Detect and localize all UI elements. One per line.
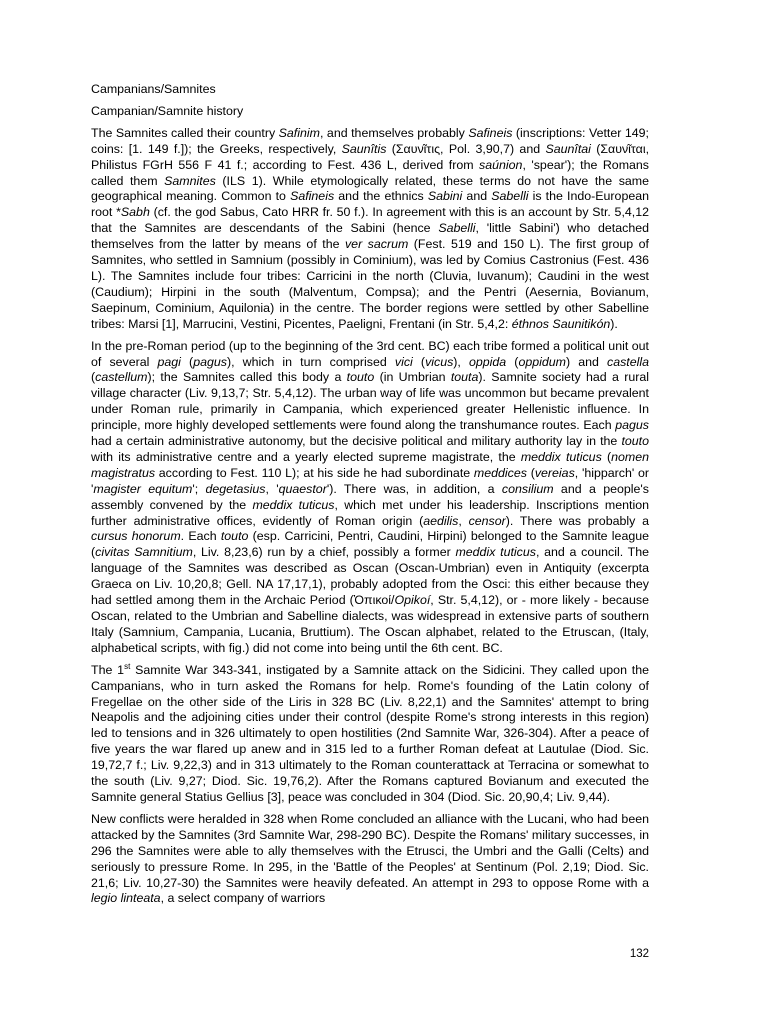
italic-term: touto	[621, 434, 649, 449]
section-heading: Campanian/Samnite history	[91, 103, 244, 118]
text-run: In the pre-Roman period (up to the beginning of the 3rd cent. BC) each tribe formed a political unit out of several	[91, 338, 649, 369]
italic-term: vicus	[425, 354, 454, 369]
italic-term: castella	[607, 354, 650, 369]
text-run: (esp. Carricini, Pentri, Caudini, Hirpini) belonged to the Samnite league (	[91, 529, 650, 560]
italic-term: magister equitum	[93, 481, 193, 496]
document-title: Campanians/Samnites	[91, 82, 216, 96]
italic-term: Opikoí	[394, 593, 431, 608]
text-run: The 1	[91, 662, 125, 677]
text-run: , Str. 5,4,12), or - more likely - because Oscan, related to the Umbrian and Sabelline dialects, was widespread in extensive parts of southern Italy (Samnium, Campania, Lucania, Bruttium). The Oscan alphabet, related to the Etruscan, (Italy, alphabetical scripts, with fig.) did not come into being until the 6th cent. BC.	[91, 593, 649, 655]
text-run: (	[506, 354, 519, 369]
italic-term: censor	[468, 513, 506, 528]
italic-term: quaestor	[278, 481, 327, 496]
text-run: (	[91, 370, 96, 385]
text-run: had a certain administrative autonomy, but the decisive political and military authority lay in the	[91, 434, 622, 449]
text-run: (	[601, 449, 612, 464]
text-run: ';	[192, 481, 206, 496]
text-run: (Σαυνῖτις, Pol. 3,90,7) and	[386, 141, 546, 156]
italic-term: meddix tuticus	[455, 545, 536, 560]
italic-term: Saunîtai	[545, 141, 591, 156]
text-run: ). There was probably a	[505, 513, 649, 528]
paragraph	[91, 126, 649, 333]
italic-term: Samnites	[164, 173, 216, 188]
text-run: ); the Samnites called this body a	[147, 370, 347, 385]
text-run: New conflicts were heralded in 328 when Rome concluded an alliance with the Lucani, who had been attacked by the Samnites (3rd Samnite War, 298-290 BC). Despite the Romans' military successes, in 296 the Samnites were able to ally themselves with the Etrusci, the Umbri and the Galli (Celts) and seriously to pressure Rome. In 295, in the 'Battle of the Peoples' at Sentinum (Pol. 2,19; Diod. Sic. 21,6; Liv. 10,27-30) the Samnites were heavily defeated. An attempt in 293 to oppose Rome with a	[91, 811, 649, 890]
text-run: ), which in turn comprised	[226, 354, 395, 369]
text-run: is the Indo-European root *	[91, 189, 650, 220]
italic-term: oppida	[468, 354, 507, 369]
text-run: and	[462, 189, 492, 204]
text-run: '). There was, in addition, a	[326, 481, 502, 496]
text-run: The Samnites called their country	[91, 125, 279, 140]
italic-term: meddix tuticus	[252, 497, 335, 512]
text-run: ). Samnite society had a rural village character (Liv. 9,13,7; Str. 5,4,12). The urban way of life was uncommon but became prevalent under Roman rule, primarily in Campania, which experienced greater Hellenistic influence. In principle, more highly developed settlements were found along the transhumance routes. Each	[91, 370, 649, 433]
italic-term: vereias	[534, 465, 575, 480]
text-run: , and a council. The language of the Samnites was described as Oscan (Oscan-Umbrian) even in Antiquity (excerpta Graeca on Liv. 10,20,8; Gell. NA 17,17,1), probably adopted from the Osci: this either because they had settled among them in the Archaic Period (Ὀπικοί/	[91, 545, 649, 608]
text-run: (inscriptions: Vetter 149; coins: [1. 149 f.]); the Greeks, respectively,	[91, 125, 649, 156]
paragraph	[91, 663, 649, 806]
text-run: (Σαυνῖται, Philistus FGrH 556 F 41 f.; according to Fest. 436 L, derived from	[91, 141, 650, 172]
italic-term: pagus	[193, 354, 227, 369]
italic-term: cursus honorum	[91, 529, 181, 544]
italic-term: Sabini	[427, 189, 463, 204]
text-run: , 'little Sabini') who detached themselves from the latter by means of the	[91, 221, 649, 252]
text-run: ) and	[565, 354, 608, 369]
text-run: ,	[458, 513, 469, 528]
text-run: (cf. the god Sabus, Cato HRR fr. 50 f.). In agreement with this is an account by Str. 5,4,12 that the Samnites are descendants of the Sabini (hence	[91, 205, 649, 236]
italic-term: Safineis	[290, 189, 335, 204]
italic-term: meddices	[473, 465, 527, 480]
document-page	[91, 82, 649, 913]
italic-term: civitas Samnitium	[95, 545, 193, 560]
italic-term: saúnion	[479, 157, 523, 172]
text-run: (	[180, 354, 194, 369]
italic-term: éthnos Saunitikón	[511, 316, 611, 331]
italic-term: ver sacrum	[344, 237, 409, 252]
text-run: , a select company of warriors	[160, 891, 326, 906]
text-run: (	[412, 354, 426, 369]
text-run: , which met under his leadership. Inscriptions mention further administrative offices, evidently of Roman origin (	[91, 497, 650, 528]
text-run: , Liv. 8,23,6) run by a chief, possibly a former	[192, 545, 456, 560]
italic-term: legio linteata	[91, 891, 161, 906]
italic-term: Sabelli	[491, 189, 529, 204]
text-run: , '	[265, 481, 279, 496]
italic-term: Safinim	[278, 125, 320, 140]
italic-term: degetasius	[205, 481, 266, 496]
italic-term: Safineis	[468, 125, 513, 140]
text-run: Samnite War 343-341, instigated by a Samnite attack on the Sidicini. They called upon the Campanians, who in turn asked the Romans for help. Rome's founding of the Latin colony of Fregellae on the other side of the Liris in 328 BC (Liv. 8,22,1) and the Samnites' attempt to bring Neapolis and the adjoining cities under their control (despite Rome's strong interests in this region) led to tensions and in 326 ultimately to open hostilities (2nd Samnite War, 326-304). After a peace of five years the war flared up anew and in 315 led to a further Roman defeat at Lautulae (Diod. Sic. 19,72,7 f.; Liv. 9,22,3) and in 313 ultimately to the Roman counterattack at Terracina or somewhat to the south (Liv. 9,27; Diod. Sic. 19,76,2). After the Romans captured Bovianum and executed the Samnite general Statius Gellius [3], peace was concluded in 304 (Diod. Sic. 20,90,4; Liv. 9,44).	[91, 662, 650, 804]
italic-term: Sabelli	[438, 221, 476, 236]
italic-term: aedilis	[423, 513, 459, 528]
text-run: , 'spear'); the Romans called them	[91, 157, 649, 188]
italic-term: touto	[346, 370, 375, 385]
page-number: 132	[629, 948, 649, 960]
italic-term: vici	[394, 354, 413, 369]
italic-term: consilium	[501, 481, 554, 496]
text-run: , 'hipparch' or '	[91, 465, 649, 496]
paragraph	[91, 812, 649, 907]
italic-term: pagus	[615, 418, 649, 433]
text-run: and the ethnics	[334, 189, 428, 204]
italic-term: oppidum	[518, 354, 566, 369]
italic-term: touto	[220, 529, 249, 544]
italic-term: Sabh	[120, 205, 150, 220]
text-run: (ILS 1). While etymologically related, these terms do not have the same geographical meaning. Common to	[91, 173, 649, 204]
text-run: and a people's assembly convened by the	[91, 481, 649, 512]
text-run: . Each	[180, 529, 221, 544]
italic-term: Saunîtis	[341, 141, 387, 156]
text-run: (Fest. 519 and 150 L). The first group of Samnites, who settled in Samnium (possibly in Cominium), was led by Comius Castronius (Fest. 436 L). The Samnites include four tribes: Carricini in the north (Cluvia, Iuvanum); Caudini in the west (Caudium); Hirpini in the south (Malventum, Compsa); and the Pentri (Aesernia, Bovianum, Saepinum, Cominium, Aquilonia) in the centre. The border regions were settled by other Sabelline tribes: Marsi [1], Marrucini, Vestini, Picentes, Paeligni, Frentani (in Str. 5,4,2:	[91, 237, 649, 331]
body-text	[91, 126, 649, 908]
italic-term: meddix tuticus	[520, 449, 602, 464]
text-run: , and themselves probably	[319, 125, 469, 140]
text-run: ),	[453, 354, 469, 369]
superscript: st	[124, 661, 131, 671]
italic-term: nomen magistratus	[91, 449, 649, 480]
text-run: (	[526, 465, 535, 480]
text-run: (in Umbrian	[374, 370, 451, 385]
italic-term: castellum	[95, 370, 148, 385]
text-run: ).	[610, 316, 618, 331]
text-run: with its administrative centre and a yearly elected supreme magistrate, the	[91, 449, 521, 464]
text-run: according to Fest. 110 L); at his side he had subordinate	[155, 465, 474, 480]
italic-term: pagi	[157, 354, 181, 369]
italic-term: touta	[450, 370, 479, 385]
paragraph	[91, 339, 649, 657]
